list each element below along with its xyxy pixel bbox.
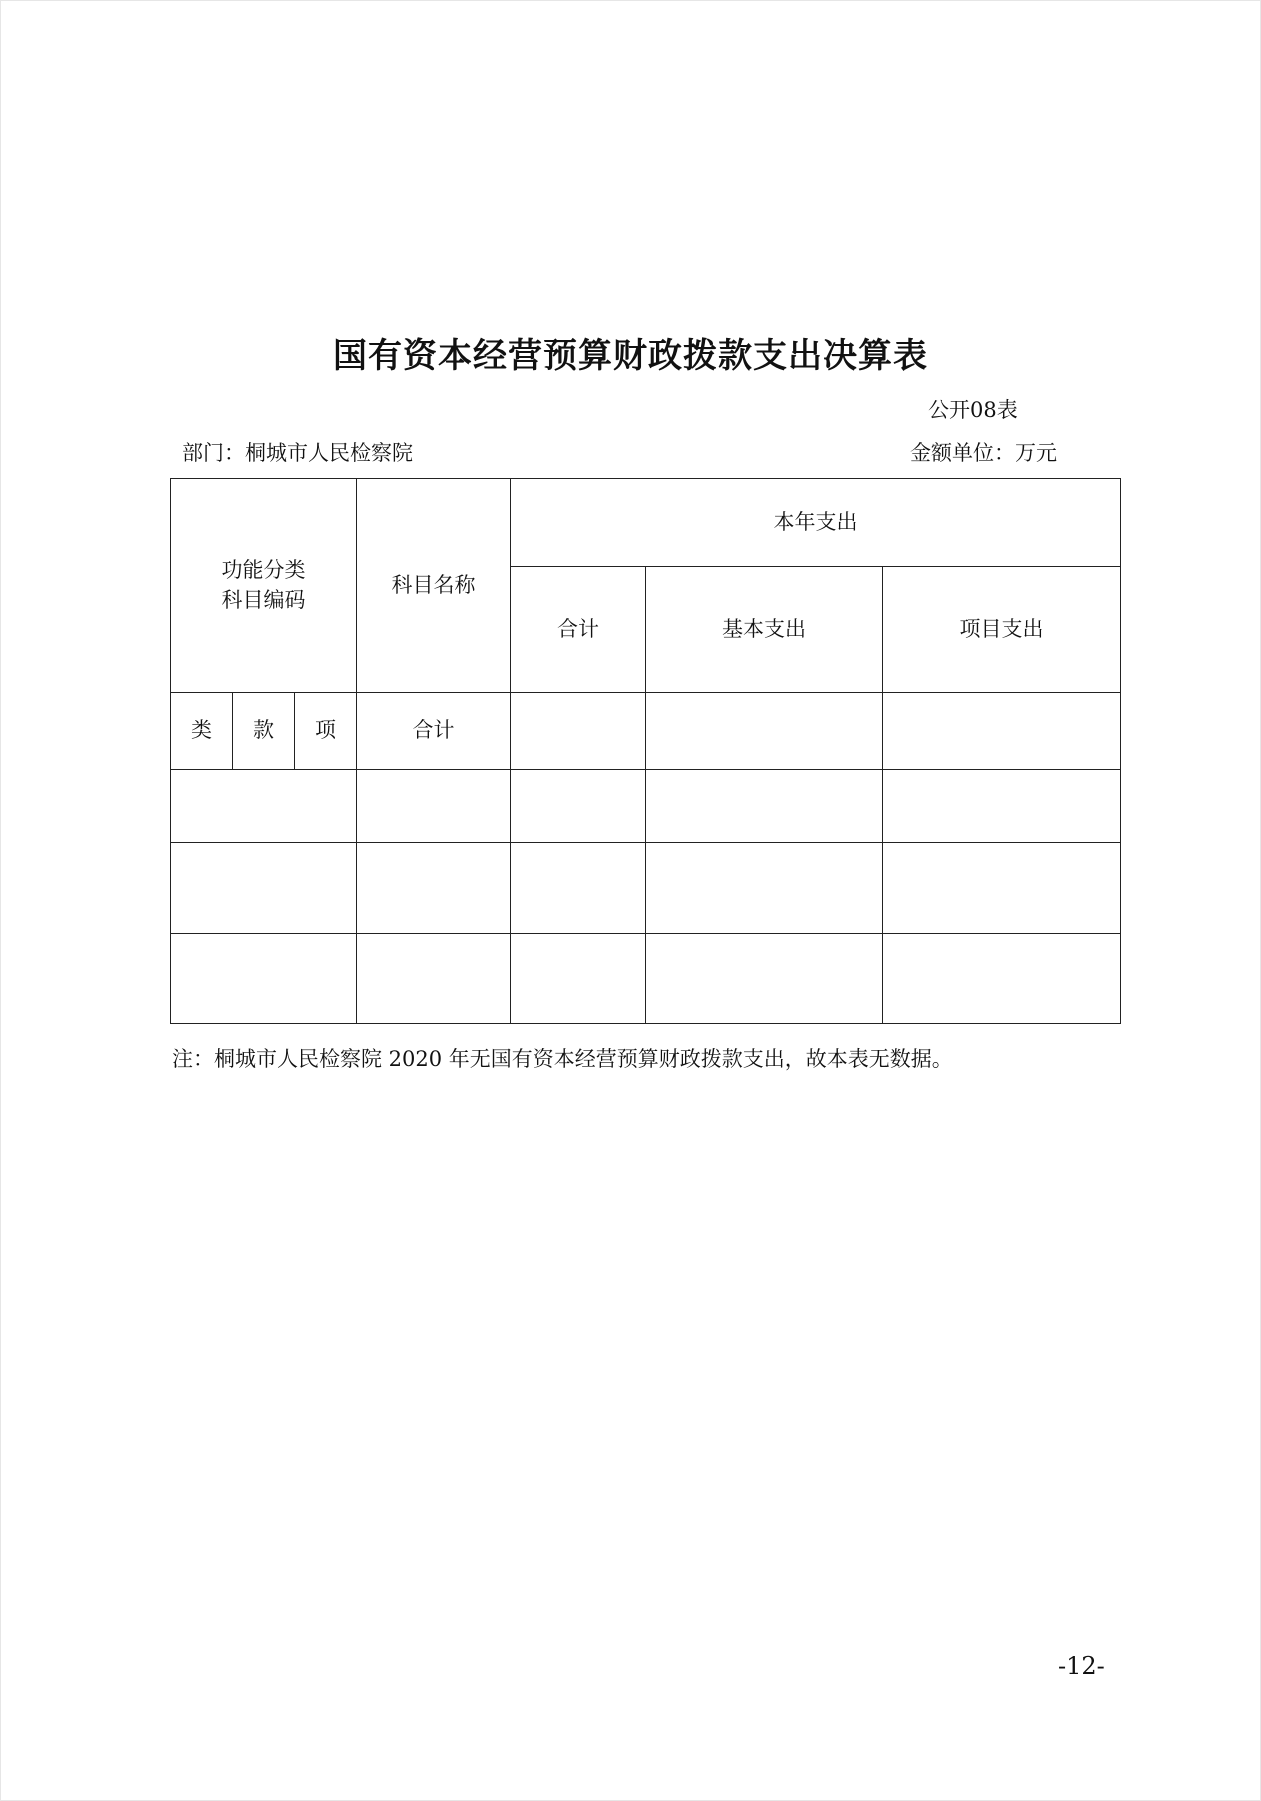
sum-row — [171, 693, 1121, 770]
code-cell — [171, 934, 357, 1024]
header-lei: 类 — [171, 693, 233, 770]
total-cell — [511, 770, 646, 843]
header-project: 项目支出 — [883, 567, 1121, 693]
amount-unit-label: 金额单位：万元 — [910, 441, 1057, 465]
project-cell — [883, 770, 1121, 843]
table-note: 注：桐城市人民检察院 2020 年无国有资本经营预算财政拨款支出，故本表无数据。 — [172, 1047, 953, 1071]
header-func-code-line1: 功能分类 — [221, 558, 306, 583]
basic-cell — [646, 770, 883, 843]
header-xiang: 项 — [295, 693, 357, 770]
expenditure-table — [170, 478, 1121, 1024]
header-total: 合计 — [511, 567, 646, 693]
sum-total-cell — [511, 693, 646, 770]
sum-row-label: 合计 — [357, 693, 511, 770]
code-cell — [171, 770, 357, 843]
table-row — [171, 843, 1121, 934]
header-current-year: 本年支出 — [511, 479, 1121, 567]
table-row — [171, 934, 1121, 1024]
page-number: -12- — [1058, 1652, 1105, 1680]
header-basic: 基本支出 — [646, 567, 883, 693]
header-func-code-line2: 科目编码 — [221, 587, 306, 612]
table-row — [171, 770, 1121, 843]
project-cell — [883, 934, 1121, 1024]
subject-cell — [357, 770, 511, 843]
document-title: 国有资本经营预算财政拨款支出决算表 — [333, 336, 928, 376]
header-kuan: 款 — [233, 693, 295, 770]
subject-cell — [357, 843, 511, 934]
basic-cell — [646, 934, 883, 1024]
department-label: 部门：桐城市人民检察院 — [182, 441, 413, 465]
project-cell — [883, 843, 1121, 934]
sum-basic-cell — [646, 693, 883, 770]
sum-project-cell — [883, 693, 1121, 770]
subject-cell — [357, 934, 511, 1024]
code-cell — [171, 843, 357, 934]
basic-cell — [646, 843, 883, 934]
header-func-code — [171, 479, 357, 693]
header-subject-name: 科目名称 — [357, 479, 511, 693]
total-cell — [511, 934, 646, 1024]
header-row-1 — [171, 479, 1121, 567]
form-code: 公开08表 — [928, 398, 1018, 422]
total-cell — [511, 843, 646, 934]
